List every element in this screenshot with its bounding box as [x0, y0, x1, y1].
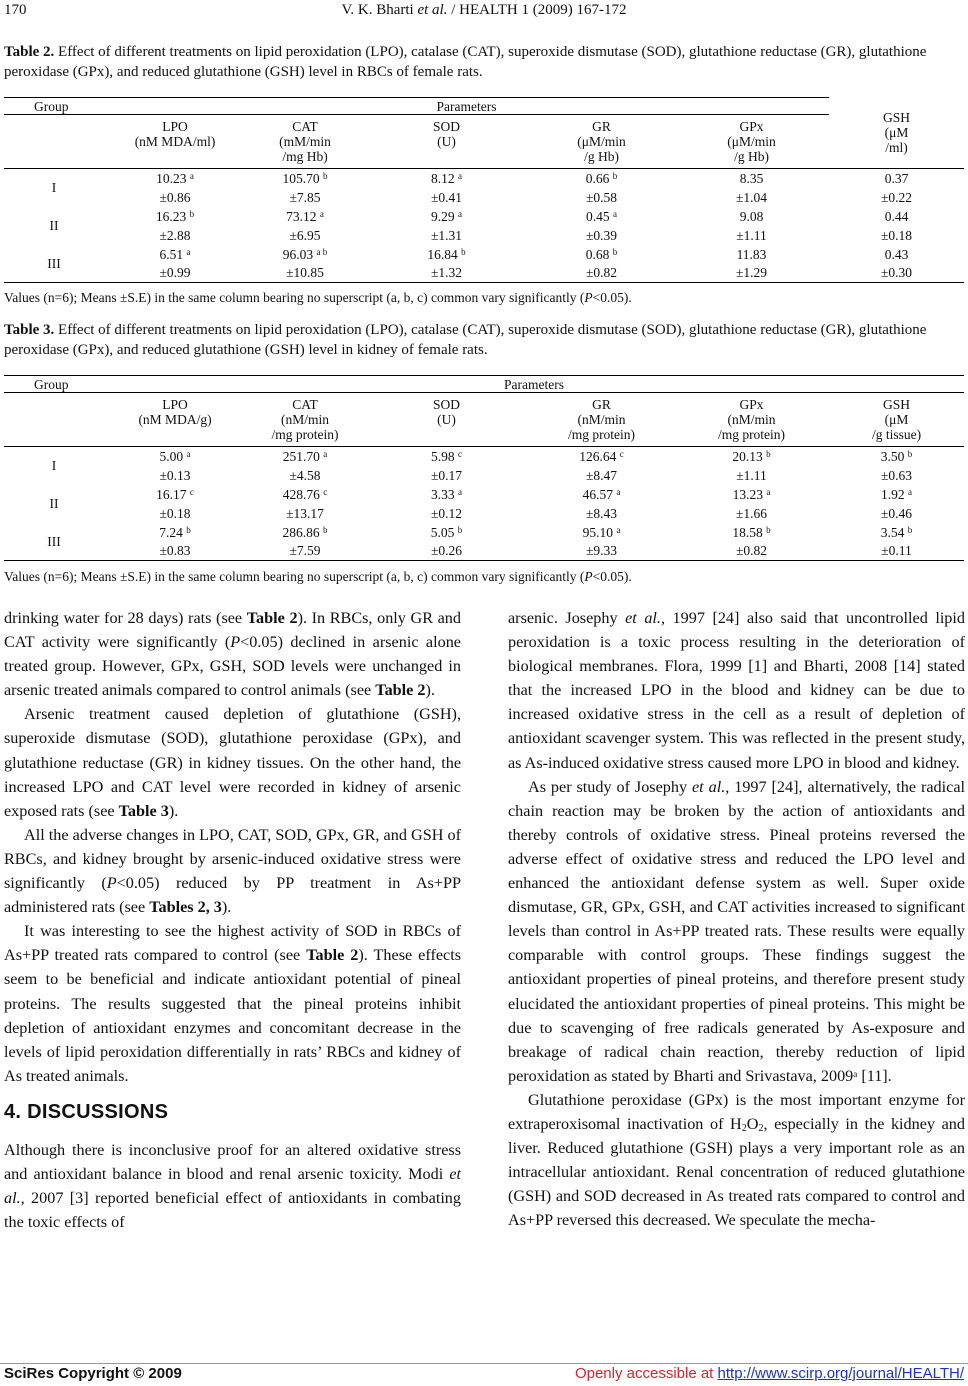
table3-note [4, 569, 964, 585]
mean-value: 0.44 [884, 208, 909, 224]
table-ref: Tables 2, 3 [149, 898, 222, 917]
column-header-line: CAT [292, 119, 318, 134]
group-label: III [4, 523, 104, 561]
body-paragraph: It was interesting to see the highest activity of SOD in RBCs of As+PP treated rats compared to control (see Table 2). These effects seem to be beneficial and indicate antioxidant potential of pineal proteins. The results suggested that the pineal proteins inhibit depletion of antioxidant enzymes and concomitant decrease in the levels of lipid peroxidation differentially in rats’ RBCs and kidney of As treated animals. [4, 922, 462, 1085]
open-access-label: Openly accessible at [574, 1365, 718, 1382]
body-paragraph: As per study of Josephy et al., 1997 [24], alternatively, the radical chain reaction may be broken by the action of antioxidants and thereby controls of oxidative stress. Pineal proteins reversed the adverse effect of oxidative stress and reduced the LPO level and enhanced the antioxidant defense system as well. Super oxide dismutase, GR, GPx, GSH, and CAT activities increased to significant levels than control in As+PP treated rats. These results were equally comparable with control groups. These findings suggest the antioxidant properties of pineal proteins, and therefore present study elucidated the antioxidant properties of pineal proteins. This might be due to scavenging of free radicals generated by As-exposure and breakage of radical chain reaction, thereby reduction of lipid peroxidation as stated by Bharti and Srivastava, 2009$^a$ [11]. [508, 777, 965, 1085]
significance-superscript: a [458, 208, 462, 219]
cell-mean [364, 245, 529, 264]
significance-superscript: b [612, 170, 618, 181]
running-head [0, 2, 968, 19]
significance-superscript: b [612, 246, 618, 257]
table2-group-header: Group [4, 98, 104, 115]
cell-mean [104, 169, 246, 188]
mean-value: 16.17 [156, 486, 187, 502]
mean-value: 286.86 [282, 524, 320, 540]
mean-value: 3.54 [880, 524, 905, 540]
column-header-line: (nM/min [577, 412, 626, 427]
table-row [4, 447, 964, 466]
cell-mean [674, 169, 829, 188]
mean-value: 3.50 [880, 448, 905, 464]
mean-value: 16.23 [155, 208, 187, 224]
footer-divider [0, 1363, 968, 1364]
table3-parameters-header: Parameters [104, 376, 964, 393]
cell-se: ±0.12 [430, 505, 463, 521]
significance-superscript: a [458, 170, 462, 181]
cell-se: ±7.85 [289, 189, 321, 205]
mean-value: 11.83 [736, 246, 767, 262]
cell-se: ±0.11 [829, 542, 964, 561]
table2-caption-label: Table 2. [4, 44, 55, 60]
right-column [508, 606, 965, 1232]
column-header-line [104, 427, 246, 442]
table3-note-text: Values (n=6); Means ±S.E) in the same column bearing no superscript (a, b, c) common vary significantly ( [4, 569, 585, 584]
cell-se: ±1.04 [735, 189, 768, 205]
significance-superscript: c [323, 486, 328, 497]
cell-mean [529, 485, 674, 504]
table2-caption-text: Effect of different treatments on lipid peroxidation (LPO), catalase (CAT), superoxide dismutase (SOD), glutathione reductase (GR), glutathione peroxidase (GPx), and reduced glutathione (GSH) level in RBCs of female rats. [4, 44, 927, 80]
column-header-line: (nM/min [727, 412, 776, 427]
table2-note-text: Values (n=6); Means ±S.E) in the same column bearing no superscript (a, b, c) common vary significantly ( [4, 290, 585, 305]
group-label: I [51, 458, 57, 474]
table-row [4, 485, 964, 504]
column-header-line: (nM MDA/ml) [134, 134, 216, 149]
table-row-se [4, 264, 964, 283]
mean-value: 251.70 [282, 448, 320, 464]
cell-se: ±6.95 [289, 227, 321, 243]
table-ref: Table 2 [375, 681, 426, 700]
table-row-se [4, 188, 964, 207]
column-header-gpx [674, 393, 829, 447]
table-row [4, 207, 964, 226]
cell-mean [364, 523, 529, 542]
column-header-lpo [104, 115, 246, 169]
cell-se: ±13.17 [286, 505, 324, 521]
column-header-line: /g Hb) [734, 149, 769, 164]
cell-se: ±0.39 [585, 227, 618, 243]
significance-superscript: b [323, 170, 328, 181]
significance-superscript: a [613, 208, 617, 219]
cell-mean [364, 485, 529, 504]
cell-se: ±1.11 [736, 227, 767, 243]
mean-value: 105.70 [282, 170, 320, 186]
column-header-line: /mg protein) [567, 427, 636, 442]
mean-value: 20.13 [732, 448, 763, 464]
table3 [4, 375, 964, 561]
group-label: III [4, 245, 104, 283]
cell-se: ±0.82 [529, 264, 674, 283]
mean-value: 0.45 [586, 208, 610, 224]
column-header-line: SOD [432, 119, 460, 134]
cell-se: ±1.29 [674, 264, 829, 283]
cell-mean [246, 485, 364, 504]
significance-superscript: a [458, 486, 462, 497]
mean-value: 13.23 [732, 486, 763, 502]
mean-value: 8.35 [739, 170, 764, 186]
cell-mean [529, 245, 674, 264]
cell-mean [364, 207, 529, 226]
cell-se: ±0.13 [159, 467, 191, 483]
significance-superscript: c [189, 486, 194, 497]
cell-se: ±0.46 [880, 505, 913, 521]
table-row-se [4, 504, 964, 523]
column-header-line: (U) [437, 412, 456, 427]
table2-caption [4, 42, 964, 82]
cell-mean [104, 485, 246, 504]
column-header-lpo [104, 393, 246, 447]
cell-mean [529, 207, 674, 226]
table3-note-end: <0.05). [592, 569, 632, 584]
cell-mean [529, 523, 674, 542]
mean-value: 7.24 [159, 524, 183, 540]
cell-mean [104, 245, 246, 264]
column-header-line: GR [592, 119, 611, 134]
cell-se: ±9.33 [529, 542, 674, 561]
column-header-line: /mg protein) [271, 427, 339, 442]
page-footer [0, 1363, 968, 1385]
table2-note [4, 290, 964, 306]
table3-group-header: Group [4, 376, 104, 393]
left-column [4, 606, 461, 1234]
mean-value: 46.57 [582, 486, 613, 502]
table2-note-end: <0.05). [592, 290, 632, 305]
running-head-etal: et al. [417, 2, 448, 18]
cell-mean [246, 447, 364, 466]
body-paragraph: Glutathione peroxidase (GPx) is the most important enzyme for extraperoxisomal inactivation of $H_2O_2$, especially in the kidney and liver. Reduced glutathione (GSH) plays a very important role as an intracellular antioxidant. Renal concentration of reduced glutathione (GSH) and SOD decreased in As treated rats compared to control and As+PP reversed this decreased. We speculate the mecha- [508, 1090, 965, 1230]
mean-value: 18.58 [732, 524, 763, 540]
cell-se: ±1.32 [364, 264, 529, 283]
cell-se: ±0.17 [430, 467, 463, 483]
column-header-line: (nM/min [280, 412, 329, 427]
cell-mean [104, 523, 246, 542]
significance-superscript: b [461, 246, 466, 257]
column-header-line: (μM [884, 412, 909, 427]
mean-value: 10.23 [156, 170, 187, 186]
mean-value: 0.37 [884, 170, 909, 186]
cell-se: ±0.63 [880, 467, 913, 483]
significance-superscript: a [186, 448, 191, 459]
cell-mean [674, 447, 829, 466]
significance-superscript: a [766, 486, 771, 497]
significance-superscript: b [457, 524, 463, 535]
cell-se: ±0.86 [159, 189, 191, 205]
open-access-notice [575, 1365, 964, 1382]
group-label: II [49, 218, 59, 233]
table-ref: Table 2 [246, 609, 298, 627]
mean-value: 428.76 [282, 486, 320, 502]
cell-se: ±0.41 [430, 189, 463, 205]
table-row [4, 245, 964, 264]
column-header-line: (μM/min [727, 134, 776, 149]
cell-se: ±4.58 [289, 467, 321, 483]
column-header-gr [529, 393, 674, 447]
significance-superscript: a [189, 170, 194, 181]
column-header-line: (μM [884, 125, 909, 141]
column-header-line: GPx [739, 119, 764, 134]
body-paragraph: drinking water for 28 days) rats (see Table 2). In RBCs, only GR and CAT activity were significantly (P<0.05) declined in arsenic alone treated group. However, GPx, GSH, SOD levels were unchanged in arsenic treated animals compared to control animals (see Table 2). [4, 609, 461, 700]
column-header-line: (U) [437, 134, 456, 149]
significance-superscript: a [616, 486, 621, 497]
cell-se: ±2.88 [159, 227, 191, 243]
table3-note-p: P [584, 569, 593, 584]
table2-parameters-header: Parameters [104, 98, 829, 115]
cell-se: ±8.43 [585, 505, 618, 521]
cell-se: ±1.31 [430, 227, 463, 243]
table-row-se [4, 542, 964, 561]
column-header-line: /mg protein) [717, 427, 786, 442]
body-paragraph: arsenic. Josephy et al., 1997 [24] also said that uncontrolled lipid peroxidation is a toxic process resulting in the deterioration of biological membranes. Flora, 1999 [1] and Bharti, 2008 [14] stated that the increased LPO in the blood and kidney can be due to increased oxidative stress in the cell as a result of depletion of antioxidant scavenger system. This was reflected in the present study, as As-induced oxidative stress caused more LPO in blood and kidney. [508, 609, 965, 772]
mean-value: 5.98 [431, 448, 455, 464]
column-header-line: (μM/min [577, 134, 626, 149]
cell-se: ±0.58 [585, 189, 618, 205]
table-row [4, 169, 964, 188]
table-ref: Table 2 [306, 946, 359, 965]
column-header-line: /g Hb) [584, 149, 619, 164]
column-header-line: /mg Hb) [282, 149, 328, 164]
column-header-line: LPO [162, 119, 188, 134]
copyright-text: SciRes Copyright © 2009 [4, 1365, 182, 1382]
body-paragraph: All the adverse changes in LPO, CAT, SOD, GPx, GR, and GSH of RBCs, and kidney brought by arsenic-induced oxidative stress were significantly (P<0.05) reduced by PP treatment in As+PP administered rats (see Tables 2, 3). [4, 825, 461, 917]
table-row-se [4, 226, 964, 245]
table2 [4, 97, 964, 283]
cell-mean [529, 169, 674, 188]
mean-value: 6.51 [159, 246, 184, 262]
column-header-sod [364, 393, 529, 447]
column-header-line: /g tissue) [871, 427, 922, 442]
cell-se: ±7.59 [246, 542, 364, 561]
cell-mean [246, 169, 364, 188]
cell-mean [246, 207, 364, 226]
mean-value: 9.29 [431, 208, 455, 224]
mean-value: 5.05 [430, 524, 455, 540]
cell-mean [674, 485, 829, 504]
column-header-line: GSH [882, 397, 910, 412]
column-header-cat [246, 115, 364, 169]
section-heading: 4. DISCUSSIONS [4, 1100, 169, 1123]
mean-value: 16.84 [427, 246, 458, 262]
significance-superscript: a b [316, 246, 328, 257]
significance-superscript: b [907, 524, 913, 535]
table3-caption [4, 320, 964, 360]
mean-value: 0.66 [585, 170, 610, 186]
cell-se: ±0.82 [674, 542, 829, 561]
cell-se: ±8.47 [585, 467, 618, 483]
significance-superscript: b [189, 208, 195, 219]
significance-superscript: c [458, 448, 462, 459]
page-number: 170 [4, 2, 27, 18]
column-header-line: GPx [739, 397, 764, 412]
cell-se: ±0.83 [104, 542, 246, 561]
cell-se: ±0.22 [880, 189, 913, 205]
cell-se: ±0.99 [104, 264, 246, 283]
table-row-se [4, 466, 964, 485]
cell-mean [829, 169, 964, 188]
cell-mean [829, 245, 964, 264]
significance-superscript: b [766, 524, 771, 535]
running-header [0, 0, 968, 24]
mean-value: 9.08 [739, 208, 764, 224]
column-header-sod [364, 115, 529, 169]
table-row [4, 523, 964, 542]
significance-superscript: b [907, 448, 913, 459]
significance-superscript: b [323, 524, 328, 535]
significance-superscript: c [619, 448, 624, 459]
mean-value: 5.00 [159, 448, 184, 464]
body-paragraph: Arsenic treatment caused depletion of glutathione (GSH), superoxide dismutase (SOD), glutathione peroxidase (GPx), and glutathione reductase (GR) in kidney tissues. On the other hand, the increased LPO and CAT level were recorded in kidney of arsenic exposed rats (see Table 3). [4, 705, 461, 820]
cell-mean [246, 245, 364, 264]
cell-mean [529, 447, 674, 466]
significance-superscript: a [323, 448, 328, 459]
column-header-gsh [829, 393, 964, 447]
cell-mean [104, 207, 246, 226]
column-header-gpx [674, 115, 829, 169]
cell-mean [829, 523, 964, 542]
column-header-line: (nM MDA/g) [138, 412, 212, 427]
column-header-line: (mM/min [279, 134, 331, 149]
significance-superscript: a [616, 524, 621, 535]
mean-value: 0.43 [884, 246, 909, 262]
significance-superscript: a [908, 486, 912, 497]
cell-mean [364, 447, 529, 466]
column-header-line: CAT [292, 397, 318, 412]
mean-value: 96.03 [282, 246, 314, 262]
cell-se: ±0.18 [880, 227, 913, 243]
significance-superscript: b [186, 524, 191, 535]
cell-se: ±1.66 [735, 505, 768, 521]
cell-se: ±0.18 [159, 505, 191, 521]
column-header-line: SOD [432, 397, 460, 412]
column-header-line [364, 427, 529, 442]
cell-mean [246, 523, 364, 542]
table-ref: Table 3 [118, 801, 169, 820]
mean-value: 95.10 [582, 524, 613, 540]
cell-mean [364, 169, 529, 188]
cell-mean [829, 485, 964, 504]
cell-se: ±10.85 [246, 264, 364, 283]
cell-se: ±1.11 [736, 467, 767, 483]
column-header-line: /ml) [885, 140, 908, 156]
mean-value: 8.12 [431, 170, 455, 186]
column-header-line [104, 149, 246, 164]
column-header-line [364, 149, 529, 164]
table2-note-p: P [584, 290, 593, 305]
mean-value: 3.33 [431, 486, 455, 502]
cell-mean [829, 447, 964, 466]
cell-mean [674, 245, 829, 264]
cell-mean [674, 523, 829, 542]
body-paragraph: Although there is inconclusive proof for an altered oxidative stress and antioxidant balance in blood and renal arsenic toxicity. Modi et al., 2007 [3] reported beneficial effect of antioxidants in combating the toxic effects of [4, 1140, 461, 1232]
column-header-line: GR [592, 397, 611, 412]
running-head-journal: / HEALTH 1 (2009) 167-172 [447, 2, 627, 18]
column-header-line: GSH [882, 110, 910, 126]
group-label: I [51, 180, 57, 196]
journal-link[interactable]: http://www.scirp.org/journal/HEALTH/ [717, 1365, 964, 1382]
cell-mean [104, 447, 246, 466]
significance-superscript: a [186, 246, 191, 257]
mean-value: 73.12 [286, 208, 317, 224]
cell-mean [829, 207, 964, 226]
running-head-authors: V. K. Bharti [341, 2, 418, 18]
table3-caption-label: Table 3. [4, 322, 55, 338]
column-header-gsh [829, 98, 964, 169]
significance-superscript: a [319, 208, 324, 219]
significance-superscript: b [766, 448, 771, 459]
cell-mean [674, 207, 829, 226]
column-header-gr [529, 115, 674, 169]
mean-value: 126.64 [579, 448, 617, 464]
cell-se: ±0.30 [829, 264, 964, 283]
group-label: II [49, 496, 59, 511]
column-header-cat [246, 393, 364, 447]
mean-value: 1.92 [881, 486, 905, 502]
table3-caption-text: Effect of different treatments on lipid peroxidation (LPO), catalase (CAT), superoxide dismutase (SOD), glutathione reductase (GR), glutathione peroxidase (GPx), and reduced glutathione (GSH) level in kidney of female rats. [4, 322, 927, 358]
mean-value: 0.68 [585, 246, 610, 262]
column-header-line: LPO [162, 397, 188, 412]
cell-se: ±0.26 [364, 542, 529, 561]
